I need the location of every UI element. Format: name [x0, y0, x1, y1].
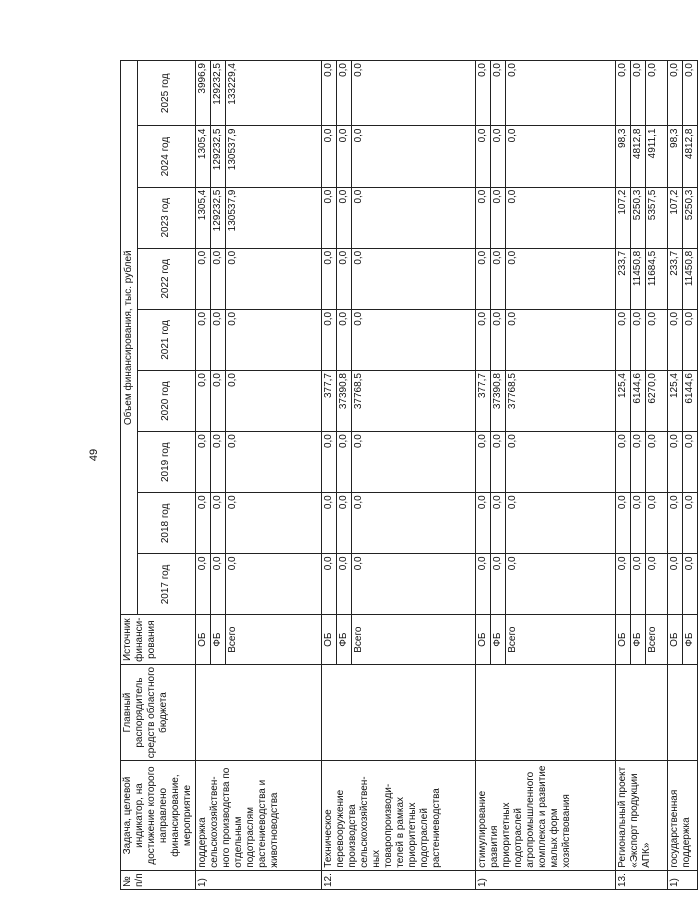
budget-manager — [476, 664, 616, 761]
funding-source: Всего — [506, 615, 616, 664]
funding-value: 107,2 — [668, 187, 683, 248]
budget-manager — [668, 664, 698, 761]
header-year: 2023 год — [137, 187, 195, 248]
funding-value: 0,0 — [616, 493, 631, 554]
funding-value: 0,0 — [352, 126, 476, 187]
funding-value: 0,0 — [491, 248, 506, 309]
funding-value: 0,0 — [668, 309, 683, 370]
funding-source: ФБ — [491, 615, 506, 664]
funding-value: 0,0 — [476, 187, 491, 248]
funding-source: ОБ — [196, 615, 211, 664]
funding-value: 5250,3 — [683, 187, 698, 248]
funding-value: 0,0 — [352, 187, 476, 248]
funding-value: 0,0 — [646, 61, 668, 127]
funding-value: 0,0 — [322, 126, 337, 187]
header-year: 2022 год — [137, 248, 195, 309]
funding-value: 0,0 — [646, 493, 668, 554]
funding-value: 0,0 — [196, 309, 211, 370]
funding-value: 0,0 — [322, 61, 337, 127]
funding-value: 11684,5 — [646, 248, 668, 309]
table-body — [196, 61, 698, 890]
funding-value: 0,0 — [506, 61, 616, 127]
funding-value: 0,0 — [506, 493, 616, 554]
funding-value: 0,0 — [211, 309, 226, 370]
funding-value: 0,0 — [337, 493, 352, 554]
funding-value: 0,0 — [226, 248, 322, 309]
funding-value: 6144,6 — [683, 371, 698, 432]
funding-value: 0,0 — [337, 248, 352, 309]
funding-value: 0,0 — [196, 554, 211, 615]
header-year: 2025 год — [137, 61, 195, 127]
header-year: 2024 год — [137, 126, 195, 187]
funding-value: 129232,5 — [211, 187, 226, 248]
funding-value: 0,0 — [616, 309, 631, 370]
funding-value: 129232,5 — [211, 61, 226, 127]
funding-value: 0,0 — [646, 554, 668, 615]
table-row — [476, 61, 491, 890]
funding-value: 377,7 — [476, 371, 491, 432]
funding-value: 0,0 — [226, 371, 322, 432]
funding-value: 0,0 — [491, 493, 506, 554]
funding-value: 0,0 — [211, 432, 226, 493]
table-row — [668, 61, 683, 890]
funding-source: Всего — [646, 615, 668, 664]
funding-value: 0,0 — [668, 493, 683, 554]
funding-value: 5357,5 — [646, 187, 668, 248]
row-number: 1) — [668, 870, 698, 889]
funding-value: 0,0 — [491, 61, 506, 127]
funding-value: 0,0 — [196, 248, 211, 309]
funding-value: 0,0 — [631, 432, 646, 493]
funding-value: 0,0 — [506, 432, 616, 493]
funding-value: 0,0 — [491, 126, 506, 187]
funding-value: 0,0 — [337, 432, 352, 493]
funding-value: 0,0 — [352, 493, 476, 554]
funding-value: 0,0 — [196, 432, 211, 493]
header-source: Источник финанси-рования — [121, 615, 196, 664]
funding-value: 11450,8 — [631, 248, 646, 309]
funding-value: 0,0 — [337, 126, 352, 187]
header-year: 2020 год — [137, 371, 195, 432]
financing-table — [120, 60, 698, 890]
funding-value: 107,2 — [616, 187, 631, 248]
funding-value: 6144,6 — [631, 371, 646, 432]
funding-value: 0,0 — [616, 554, 631, 615]
header-year: 2017 год — [137, 554, 195, 615]
header-year: 2021 год — [137, 309, 195, 370]
funding-value: 0,0 — [226, 309, 322, 370]
header-manager: Главный распорядитель средств областного бюджета — [121, 664, 196, 761]
funding-value: 4911,1 — [646, 126, 668, 187]
funding-value: 0,0 — [211, 554, 226, 615]
funding-value: 130537,9 — [226, 187, 322, 248]
funding-source: ФБ — [683, 615, 698, 664]
funding-value: 0,0 — [491, 309, 506, 370]
funding-value: 0,0 — [226, 432, 322, 493]
funding-value: 133229,4 — [226, 61, 322, 127]
funding-value: 37390,8 — [491, 371, 506, 432]
funding-value: 0,0 — [337, 309, 352, 370]
header-year: 2019 год — [137, 432, 195, 493]
task-description: Региональный проект «Экспорт продукции АПК» — [616, 761, 668, 870]
funding-value: 0,0 — [352, 554, 476, 615]
funding-value: 0,0 — [476, 432, 491, 493]
table-header — [121, 61, 196, 890]
page-number: 49 — [88, 448, 100, 462]
row-number: 1) — [476, 870, 616, 889]
funding-value: 377,7 — [322, 371, 337, 432]
funding-value: 0,0 — [476, 61, 491, 127]
funding-value: 0,0 — [337, 61, 352, 127]
row-number: 13. — [616, 870, 668, 889]
funding-value: 233,7 — [616, 248, 631, 309]
funding-value: 0,0 — [683, 493, 698, 554]
funding-source: ОБ — [322, 615, 337, 664]
funding-value: 0,0 — [683, 309, 698, 370]
funding-value: 0,0 — [506, 187, 616, 248]
funding-value: 0,0 — [476, 126, 491, 187]
funding-value: 0,0 — [352, 248, 476, 309]
funding-value: 0,0 — [646, 432, 668, 493]
header-volume: Объем финансирования, тыс. рублей — [121, 61, 138, 616]
header-task: Задача, целевой индикатор, на достижение которого направлено финансирование, мероприятие — [121, 761, 196, 870]
funding-value: 130537,9 — [226, 126, 322, 187]
funding-value: 125,4 — [616, 371, 631, 432]
funding-value: 5250,3 — [631, 187, 646, 248]
funding-value: 0,0 — [337, 187, 352, 248]
funding-source: ФБ — [631, 615, 646, 664]
funding-value: 0,0 — [631, 554, 646, 615]
funding-source: ФБ — [211, 615, 226, 664]
funding-source: ОБ — [616, 615, 631, 664]
task-description: стимулирование развития приоритетных подотраслей агропромышленного комплекса и развитие малых форм хозяйствования — [476, 761, 616, 870]
funding-source: ОБ — [476, 615, 491, 664]
header-year: 2018 год — [137, 493, 195, 554]
funding-value: 1305,4 — [196, 187, 211, 248]
funding-value: 98,3 — [668, 126, 683, 187]
task-description: поддержка сельскохозяйствен-ного производства по отдельным подотраслям растениеводства и животноводства — [196, 761, 322, 870]
funding-value: 0,0 — [476, 248, 491, 309]
funding-value: 0,0 — [476, 554, 491, 615]
funding-value: 0,0 — [616, 432, 631, 493]
table-row — [616, 61, 631, 890]
funding-value: 0,0 — [506, 126, 616, 187]
funding-value: 11450,8 — [683, 248, 698, 309]
table-row — [196, 61, 211, 890]
funding-value: 0,0 — [616, 61, 631, 127]
funding-value: 0,0 — [322, 248, 337, 309]
funding-value: 125,4 — [668, 371, 683, 432]
rotated-table-container — [120, 60, 695, 890]
funding-value: 0,0 — [322, 309, 337, 370]
funding-value: 6270,0 — [646, 371, 668, 432]
funding-value: 0,0 — [491, 432, 506, 493]
task-description: государственная поддержка — [668, 761, 698, 870]
funding-value: 0,0 — [506, 248, 616, 309]
funding-value: 0,0 — [646, 309, 668, 370]
funding-value: 0,0 — [668, 432, 683, 493]
funding-value: 0,0 — [337, 554, 352, 615]
funding-value: 0,0 — [352, 309, 476, 370]
funding-value: 3996,9 — [196, 61, 211, 127]
funding-value: 0,0 — [352, 432, 476, 493]
funding-value: 0,0 — [322, 432, 337, 493]
funding-source: Всего — [352, 615, 476, 664]
funding-value: 0,0 — [506, 554, 616, 615]
funding-value: 233,7 — [668, 248, 683, 309]
funding-value: 4812,8 — [683, 126, 698, 187]
task-description: Техническое перевооружение производства сельскохозяйствен-ных товаропроизводи-телей в рамках приоритетных подотраслей растениеводства — [322, 761, 476, 870]
funding-value: 4812,8 — [631, 126, 646, 187]
funding-value: 129232,5 — [211, 126, 226, 187]
funding-value: 0,0 — [491, 554, 506, 615]
header-num: № п/п — [121, 870, 196, 889]
budget-manager — [322, 664, 476, 761]
funding-source: Всего — [226, 615, 322, 664]
row-number: 1) — [196, 870, 322, 889]
funding-value: 0,0 — [506, 309, 616, 370]
funding-value: 0,0 — [683, 554, 698, 615]
funding-value: 0,0 — [196, 493, 211, 554]
funding-value: 0,0 — [683, 61, 698, 127]
funding-value: 0,0 — [196, 371, 211, 432]
budget-manager — [616, 664, 668, 761]
funding-value: 98,3 — [616, 126, 631, 187]
funding-value: 37768,5 — [506, 371, 616, 432]
funding-value: 0,0 — [211, 248, 226, 309]
funding-value: 0,0 — [322, 493, 337, 554]
funding-source: ФБ — [337, 615, 352, 664]
funding-value: 0,0 — [322, 187, 337, 248]
funding-value: 0,0 — [322, 554, 337, 615]
funding-source: ОБ — [668, 615, 683, 664]
funding-value: 0,0 — [226, 554, 322, 615]
funding-value: 0,0 — [631, 309, 646, 370]
funding-value: 0,0 — [211, 371, 226, 432]
budget-manager — [196, 664, 322, 761]
funding-value: 37768,5 — [352, 371, 476, 432]
funding-value: 0,0 — [352, 61, 476, 127]
funding-value: 0,0 — [491, 187, 506, 248]
funding-value: 0,0 — [683, 432, 698, 493]
funding-value: 0,0 — [476, 493, 491, 554]
row-number: 12. — [322, 870, 476, 889]
funding-value: 0,0 — [631, 61, 646, 127]
funding-value: 0,0 — [476, 309, 491, 370]
table-row — [322, 61, 337, 890]
funding-value: 0,0 — [668, 61, 683, 127]
funding-value: 0,0 — [631, 493, 646, 554]
funding-value: 0,0 — [668, 554, 683, 615]
funding-value: 0,0 — [226, 493, 322, 554]
funding-value: 1305,4 — [196, 126, 211, 187]
funding-value: 37390,8 — [337, 371, 352, 432]
funding-value: 0,0 — [211, 493, 226, 554]
